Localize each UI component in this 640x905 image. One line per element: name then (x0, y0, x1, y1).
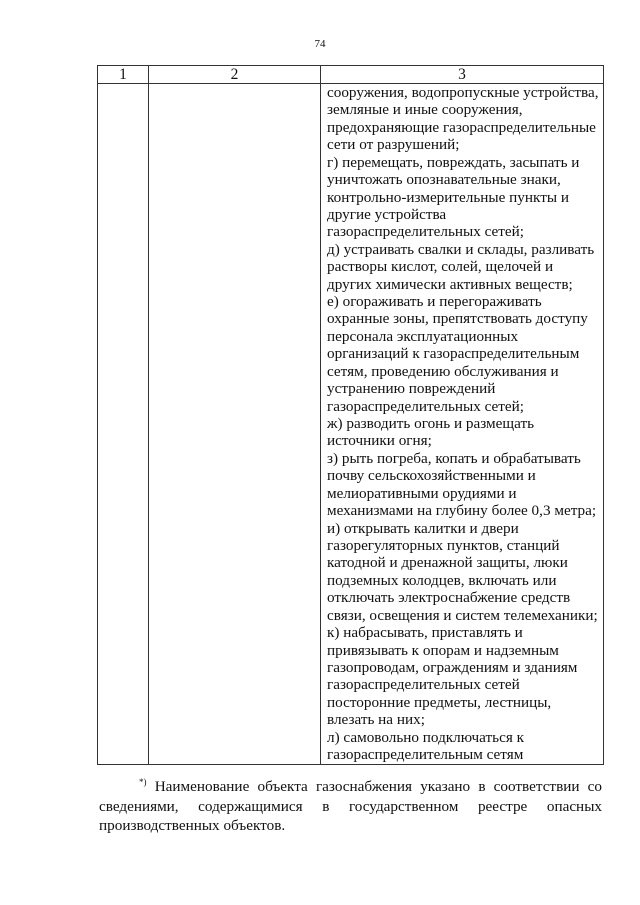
cell-text-line: е) огораживать и перегораживать (327, 293, 542, 311)
header-col-2: 2 (149, 66, 321, 84)
cell-text-line: посторонние предметы, лестницы, (327, 693, 552, 711)
cell-text-line: отключать электроснабжение средств (327, 589, 571, 607)
cell-text-line: газораспределительных сетей (327, 676, 520, 694)
cell-text-line: контрольно-измерительные пункты и (327, 188, 569, 206)
cell-text-line: л) самовольно подключаться к (327, 728, 524, 746)
cell-text-line: земляные и иные сооружения, (327, 101, 523, 119)
cell-text-line: другие устройства (327, 205, 447, 223)
header-col-1: 1 (98, 66, 149, 84)
cell-col-1 (98, 84, 149, 765)
cell-text-line: сети от разрушений; (327, 136, 460, 154)
cell-text-line: и) открывать калитки и двери (327, 519, 519, 537)
footnote-marker: *) (139, 777, 147, 787)
cell-text-line: катодной и дренажной защиты, люки (327, 554, 568, 572)
cell-text-line: д) устраивать свалки и склады, разливать (327, 240, 595, 258)
cell-text-line: растворы кислот, солей, щелочей и (327, 258, 554, 276)
cell-text-line: подземных колодцев, включать или (327, 571, 557, 589)
cell-text-line: сетям, проведению обслуживания и (327, 362, 559, 380)
table-row (98, 84, 604, 765)
header-col-3: 3 (321, 66, 604, 84)
cell-text-line: уничтожать опознавательные знаки, (327, 171, 561, 189)
cell-text-line: ж) разводить огонь и размещать (327, 415, 535, 433)
cell-text-line: других химически активных веществ; (327, 275, 573, 293)
cell-text-line: привязывать к опорам и надземным (327, 641, 559, 659)
cell-text-line: источники огня; (327, 432, 432, 450)
footnote-text: Наименование объекта газоснабжения указано в соответствии со сведениями, содержащимися в государственном реестре опасных производственных объектов. (99, 778, 603, 835)
cell-text-line: устранению повреждений (327, 380, 496, 398)
cell-text-line: газораспределительных сетей; (327, 397, 524, 415)
cell-col-2 (149, 84, 321, 765)
table-header-row (98, 66, 604, 84)
cell-text-line: охранные зоны, препятствовать доступу (327, 310, 588, 328)
cell-text-line: г) перемещать, повреждать, засыпать и (327, 153, 580, 171)
cell-text-line: влезать на них; (327, 711, 425, 729)
cell-text-line: механизмами на глубину более 0,3 метра; (327, 502, 597, 520)
cell-text-line: газораспределительным сетям (327, 746, 524, 764)
cell-col-3 (321, 84, 604, 765)
footnote (99, 773, 602, 836)
cell-text-line: газопроводам, ограждениям и зданиям (327, 658, 578, 676)
cell-text-line: газорегуляторных пунктов, станций (327, 536, 560, 554)
cell-text-line: почву сельскохозяйственными и (327, 467, 536, 485)
cell-text-line: газораспределительных сетей; (327, 223, 524, 241)
cell-text-line: предохраняющие газораспределительные (327, 118, 596, 136)
cell-text-line: персонала эксплуатационных (327, 327, 519, 345)
cell-text-line: к) набрасывать, приставлять и (327, 624, 523, 642)
page-number: 74 (314, 38, 326, 50)
cell-text-line: связи, освещения и систем телемеханики; (327, 606, 598, 624)
cell-text-line: сооружения, водопропускные устройства, (327, 84, 599, 101)
cell-text-line: организаций к газораспределительным (327, 345, 580, 363)
restrictions-table (97, 65, 604, 765)
cell-text-line: з) рыть погреба, копать и обрабатывать (327, 449, 581, 467)
cell-text-line: мелиоративными орудиями и (327, 484, 517, 502)
